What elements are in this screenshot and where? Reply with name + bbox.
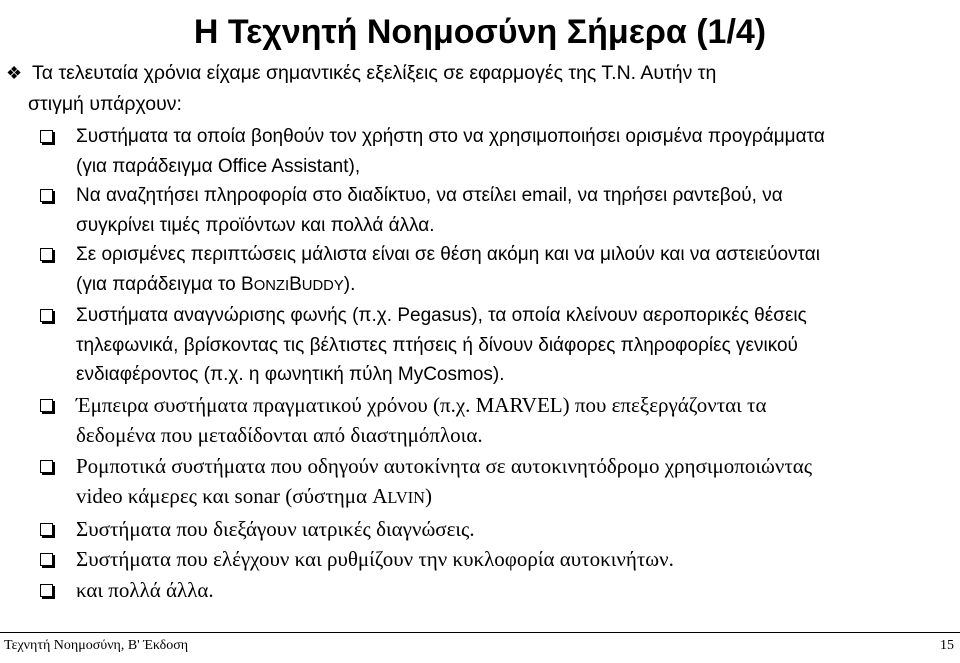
list-item-line: δεδομένα που μεταδίδονται από διαστημόπλοια. [76, 423, 483, 447]
list-item-line: Συστήματα τα οποία βοηθούν τον χρήστη στο να χρησιμοποιήσει ορισμένα προγράμματα [76, 126, 825, 147]
checkbox-bullet-icon [40, 460, 53, 473]
list-item-text: ONZI [253, 277, 290, 294]
list-item-text: LVIN [387, 488, 425, 507]
list-item [38, 122, 956, 181]
list-item-line: Ρομποτικά συστήματα που οδηγούν αυτοκίνητα σε αυτοκινητόδρομο χρησιμοποιώντας [76, 453, 813, 478]
list-item [38, 240, 956, 301]
list-item-line: Έμπειρα συστήματα πραγματικού χρόνου (π.χ. MARVEL) που επεξεργάζονται τα [76, 392, 767, 417]
list-item-line: Συστήματα που ελέγχουν και ρυθμίζουν την κυκλοφορία αυτοκινήτων. [76, 547, 674, 571]
list-item-line: ενδιαφέροντος (π.χ. η φωνητική πύλη MyCosmos). [76, 364, 505, 385]
checkbox-bullet-icon [40, 553, 53, 566]
list-item-text: B [241, 273, 254, 295]
list-item-text: ) [425, 484, 432, 508]
diamond-bullet-icon: ❖ [6, 63, 23, 83]
list-item [38, 451, 956, 514]
footer-divider [0, 632, 960, 633]
checkbox-bullet-icon [40, 584, 53, 597]
list-item-text: UDDY [301, 277, 344, 294]
list-item-line: Συστήματα αναγνώρισης φωνής (π.χ. Pegasus), τα οποία κλείνουν αεροπορικές θέσεις [76, 305, 807, 326]
list-item-line: Σε ορισμένες περιπτώσεις μάλιστα είναι σε θέση ακόμη και να μιλούν και να αστειεύονται [76, 244, 820, 265]
list-item-text: ). [343, 273, 356, 295]
list-item-line: Να αναζητήσει πληροφορία στο διαδίκτυο, να στείλει email, να τηρήσει ραντεβού, να [76, 185, 783, 206]
checkbox-bullet-icon [40, 399, 53, 412]
list-item-line: συγκρίνει τιμές προϊόντων και πολλά άλλα. [76, 214, 435, 236]
list-item-text: (για παράδειγμα το [76, 273, 241, 295]
list-item [38, 575, 956, 606]
list-item-line [76, 270, 956, 302]
bullet-list [38, 122, 956, 605]
list-item-text: video κάμερες και sonar (σύστημα A [76, 484, 388, 508]
checkbox-bullet-icon [40, 248, 53, 261]
checkbox-bullet-icon [40, 523, 53, 536]
list-item-line [76, 481, 956, 514]
list-item-line: (για παράδειγμα Office Assistant), [76, 155, 361, 177]
list-item [38, 390, 956, 451]
footer-book-title: Τεχνητή Νοημοσύνη, B' Έκδοση [4, 638, 189, 653]
page-number: 15 [940, 638, 954, 653]
list-item-line: Συστήματα που διεξάγουν ιατρικές διαγνώσεις. [76, 516, 475, 541]
intro-line-2: στιγμή υπάρχουν: [28, 93, 182, 115]
list-item-text: B [289, 273, 302, 295]
checkbox-bullet-icon [40, 130, 53, 143]
checkbox-bullet-icon [40, 309, 53, 322]
intro-paragraph [6, 58, 956, 120]
slide-title: Η Τεχνητή Νοημοσύνη Σήμερα (1/4) [193, 13, 767, 51]
checkbox-bullet-icon [40, 189, 53, 202]
list-item-line: και πολλά άλλα. [76, 577, 214, 602]
list-item [38, 301, 956, 390]
list-item [38, 181, 956, 240]
list-item-line: τηλεφωνικά, βρίσκοντας τις βέλτιστες πτήσεις ή δίνουν διάφορες πληροφορίες γενικού [76, 334, 798, 356]
intro-line-1: Τα τελευταία χρόνια είχαμε σημαντικές εξελίξεις σε εφαρμογές της Τ.Ν. Αυτήν τη [32, 62, 717, 84]
list-item [38, 544, 956, 575]
list-item [38, 514, 956, 545]
